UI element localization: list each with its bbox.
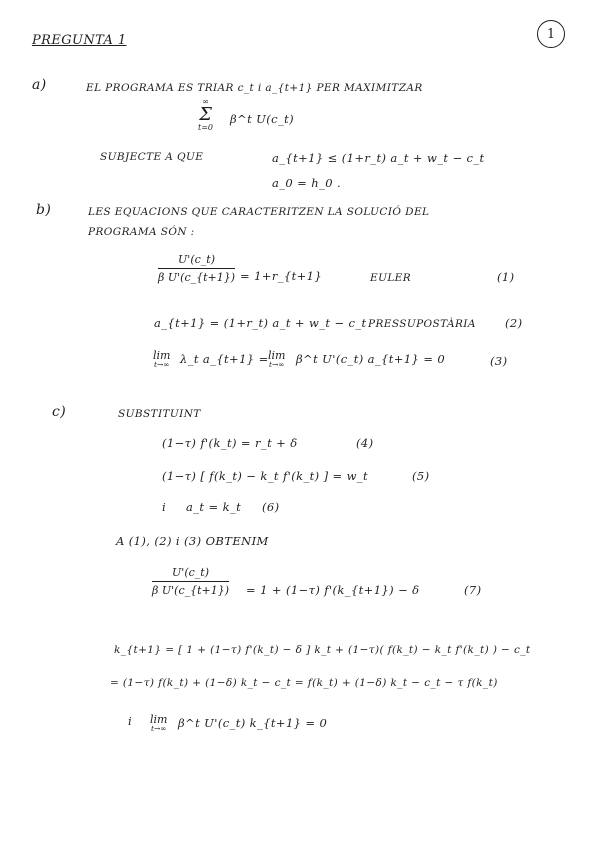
- fraction-bar: [158, 268, 235, 269]
- capital-equation: a_t = k_t: [186, 500, 242, 514]
- budget-equation: a_{t+1} = (1+r_t) a_t + w_t − c_t: [154, 316, 367, 330]
- part-c-label: c): [52, 404, 67, 420]
- sum-lower-limit: t=0: [198, 123, 214, 132]
- eq9-conjunction: i: [128, 714, 133, 728]
- equation-tag-4: (4): [356, 436, 374, 450]
- substituting-text: SUBSTITUINT: [118, 408, 201, 420]
- limit-operator-3: [150, 714, 167, 733]
- equation-tag-1: (1): [497, 270, 515, 284]
- limit-subscript-1: t→∞: [153, 360, 170, 369]
- fraction-bar-2: [152, 581, 229, 582]
- euler-2-rhs: = 1 + (1−τ) f'(k_{t+1}) − δ: [246, 583, 420, 597]
- part-a-line1: EL PROGRAMA ES TRIAR c_t i a_{t+1} PER MAXIMITZAR: [86, 82, 423, 94]
- initial-condition: a_0 = h_0 .: [272, 176, 342, 190]
- equation-tag-2: (2): [505, 316, 523, 330]
- part-b-intro-line1: LES EQUACIONS QUE CARACTERITZEN LA SOLUCIÓ DEL: [88, 206, 430, 218]
- part-a-label: a): [32, 77, 47, 93]
- budget-constraint: a_{t+1} ≤ (1+r_t) a_t + w_t − c_t: [272, 151, 485, 165]
- limit-subscript-2: t→∞: [268, 360, 285, 369]
- sum-symbol: Σ: [199, 104, 212, 125]
- part-b-label: b): [36, 202, 52, 218]
- eq6-conjunction: i: [162, 500, 167, 514]
- transversality-rhs: β^t U'(c_t) a_{t+1} = 0: [296, 352, 446, 366]
- limit-operator-1: [153, 350, 170, 369]
- equation-tag-3: (3): [490, 354, 508, 368]
- limit-word-1: lim: [153, 349, 171, 362]
- equation-tag-5: (5): [412, 469, 430, 483]
- euler-rhs: = 1+r_{t+1}: [240, 269, 323, 283]
- euler-2-fraction: [152, 566, 229, 597]
- limit-word-3: lim: [150, 713, 168, 726]
- euler-2-numerator: U'(c_t): [172, 566, 209, 579]
- euler-2-denominator: β U'(c_{t+1}): [152, 584, 230, 597]
- question-title: PREGUNTA 1: [32, 33, 127, 48]
- part-b-intro-line2: PROGRAMA SÓN :: [88, 226, 195, 238]
- limit-operator-2: [268, 350, 285, 369]
- page-number-circle: 1: [537, 20, 565, 48]
- equation-tag-6: (6): [262, 500, 280, 514]
- euler-numerator: U'(c_t): [178, 253, 215, 266]
- limit-subscript-3: t→∞: [150, 724, 167, 733]
- capital-accumulation-line1: k_{t+1} = [ 1 + (1−τ) f'(k_t) − δ ] k_t + (1−τ)( f(k_t) − k_t f'(k_t) ) − c_t: [114, 644, 531, 656]
- sum-upper-limit: ∞: [202, 97, 209, 106]
- objective-function: β^t U(c_t): [230, 112, 295, 126]
- sum-operator: [198, 98, 213, 132]
- limit-word-2: lim: [268, 349, 286, 362]
- interest-equation: (1−τ) f'(k_t) = r_t + δ: [162, 436, 298, 450]
- wage-equation: (1−τ) [ f(k_t) − k_t f'(k_t) ] = w_t: [162, 469, 369, 483]
- equation-tag-7: (7): [464, 583, 482, 597]
- capital-transversality: β^t U'(c_t) k_{t+1} = 0: [178, 716, 328, 730]
- transversality-mid: λ_t a_{t+1} =: [180, 352, 269, 366]
- combine-text: A (1), (2) i (3) OBTENIM: [116, 534, 269, 548]
- euler-fraction: [158, 253, 235, 284]
- euler-name: EULER: [370, 272, 412, 284]
- subject-to-label: SUBJECTE A QUE: [100, 151, 204, 163]
- budget-equation-name: PRESSUPOSTÀRIA: [368, 318, 476, 330]
- euler-denominator: β U'(c_{t+1}): [158, 271, 236, 284]
- capital-accumulation-line2: = (1−τ) f(k_t) + (1−δ) k_t − c_t = f(k_t) + (1−δ) k_t − c_t − τ f(k_t): [110, 677, 498, 689]
